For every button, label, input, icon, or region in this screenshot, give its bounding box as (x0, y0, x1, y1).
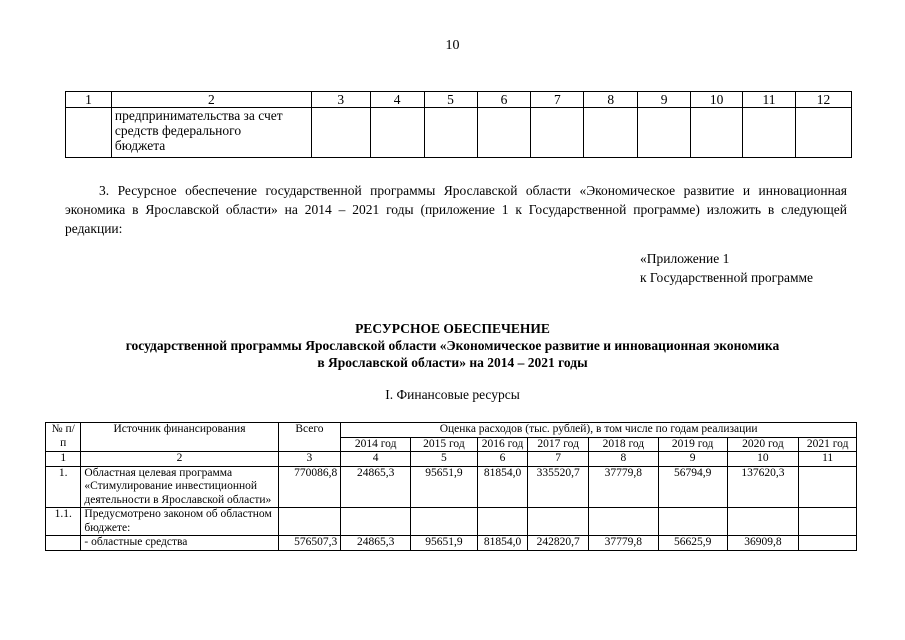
year-header: 2021 год (799, 437, 857, 452)
row-value (799, 508, 857, 536)
row-value (528, 508, 589, 536)
row-value: 242820,7 (528, 536, 589, 551)
row-value: 335520,7 (528, 466, 589, 508)
year-header: 2020 год (727, 437, 799, 452)
table-cell (638, 108, 691, 158)
column-number: 9 (658, 452, 727, 467)
year-header: 2016 год (477, 437, 528, 452)
column-number: 3 (278, 452, 341, 467)
header-cell: 6 (477, 92, 531, 108)
column-number: 1 (46, 452, 81, 467)
table-cell (424, 108, 477, 158)
header-number: № п/п (46, 423, 81, 452)
year-header: 2017 год (528, 437, 589, 452)
table-row (46, 536, 857, 551)
column-number-row (46, 452, 857, 467)
row-value (799, 466, 857, 508)
appendix-reference (640, 249, 813, 287)
table-cell (477, 108, 531, 158)
header-cell: 12 (795, 92, 851, 108)
row-value: 56625,9 (658, 536, 727, 551)
column-number: 10 (727, 452, 799, 467)
row-value: 37779,8 (588, 536, 658, 551)
cell-line: средств федерального (114, 123, 242, 138)
appendix-line: «Приложение 1 (640, 251, 730, 266)
header-cell: 5 (424, 92, 477, 108)
row-value: 81854,0 (477, 536, 528, 551)
body-paragraph: 3. Ресурсное обеспечение государственной программы Ярославской области «Экономическое развитие и инновационная экономика в Ярославской области» на 2014 – 2021 годы (приложение 1 к Государственной программе) изложить в следующей редакции: (65, 183, 847, 236)
row-value (588, 508, 658, 536)
header-cell: 10 (691, 92, 743, 108)
column-number: 2 (81, 452, 278, 467)
row-total: 770086,8 (278, 466, 341, 508)
row-number: 1.1. (46, 508, 81, 536)
document-title-line: государственной программы Ярославской области «Экономическое развитие и инновационная экономика (125, 338, 780, 353)
row-total (278, 508, 341, 536)
table-cell (531, 108, 584, 158)
header-cell: 11 (743, 92, 796, 108)
table-cell (111, 108, 311, 158)
row-total: 576507,3 (278, 536, 341, 551)
column-number: 4 (341, 452, 411, 467)
row-value (411, 508, 478, 536)
year-header: 2015 год (411, 437, 478, 452)
table-cell (743, 108, 796, 158)
row-value (727, 508, 799, 536)
row-value: 36909,8 (727, 536, 799, 551)
cell-line: бюджета (114, 138, 166, 153)
header-cell: 9 (638, 92, 691, 108)
row-value (477, 508, 528, 536)
table-cell (691, 108, 743, 158)
row-value: 137620,3 (727, 466, 799, 508)
table-cell (584, 108, 638, 158)
row-source: - областные средства (81, 536, 278, 551)
row-value: 37779,8 (588, 466, 658, 508)
cell-line: предпринимательства за счет (114, 108, 283, 123)
header-cell: 4 (370, 92, 424, 108)
table-header-row (46, 423, 857, 438)
year-header: 2019 год (658, 437, 727, 452)
table-row (46, 466, 857, 508)
row-value: 95651,9 (411, 536, 478, 551)
column-number: 5 (411, 452, 478, 467)
row-value: 56794,9 (658, 466, 727, 508)
table-cell (795, 108, 851, 158)
year-header: 2014 год (341, 437, 411, 452)
header-source: Источник финансирования (81, 423, 278, 452)
table-cell (311, 108, 370, 158)
document-title-line: в Ярославской области» на 2014 – 2021 годы (317, 355, 588, 370)
column-number: 8 (588, 452, 658, 467)
section-subtitle: I. Финансовые ресурсы (385, 387, 520, 402)
table-cell (370, 108, 424, 158)
row-number (46, 536, 81, 551)
row-value: 24865,3 (341, 466, 411, 508)
header-total: Всего (278, 423, 341, 452)
year-header: 2018 год (588, 437, 658, 452)
row-value (799, 536, 857, 551)
header-cell: 7 (531, 92, 584, 108)
header-cell: 2 (111, 92, 311, 108)
continuation-table (65, 91, 852, 158)
row-source: Областная целевая программа «Стимулирование инвестиционной деятельности в Ярославской области» (81, 466, 278, 508)
row-value: 95651,9 (411, 466, 478, 508)
table-row (66, 108, 852, 158)
row-source: Предусмотрено законом об областном бюджете: (81, 508, 278, 536)
row-number: 1. (46, 466, 81, 508)
row-value: 24865,3 (341, 536, 411, 551)
column-number: 11 (799, 452, 857, 467)
table-row (46, 508, 857, 536)
financial-resources-table (45, 422, 857, 551)
appendix-line: к Государственной программе (640, 270, 814, 285)
table-cell (66, 108, 112, 158)
row-value (341, 508, 411, 536)
header-estimate: Оценка расходов (тыс. рублей), в том числе по годам реализации (341, 423, 857, 438)
header-cell: 1 (66, 92, 112, 108)
column-number: 6 (477, 452, 528, 467)
page-number: 10 (445, 38, 460, 53)
row-value (658, 508, 727, 536)
header-cell: 8 (584, 92, 638, 108)
column-number: 7 (528, 452, 589, 467)
document-title: РЕСУРСНОЕ ОБЕСПЕЧЕНИЕ (355, 321, 550, 336)
table-header-row (66, 92, 852, 108)
header-cell: 3 (311, 92, 370, 108)
row-value: 81854,0 (477, 466, 528, 508)
